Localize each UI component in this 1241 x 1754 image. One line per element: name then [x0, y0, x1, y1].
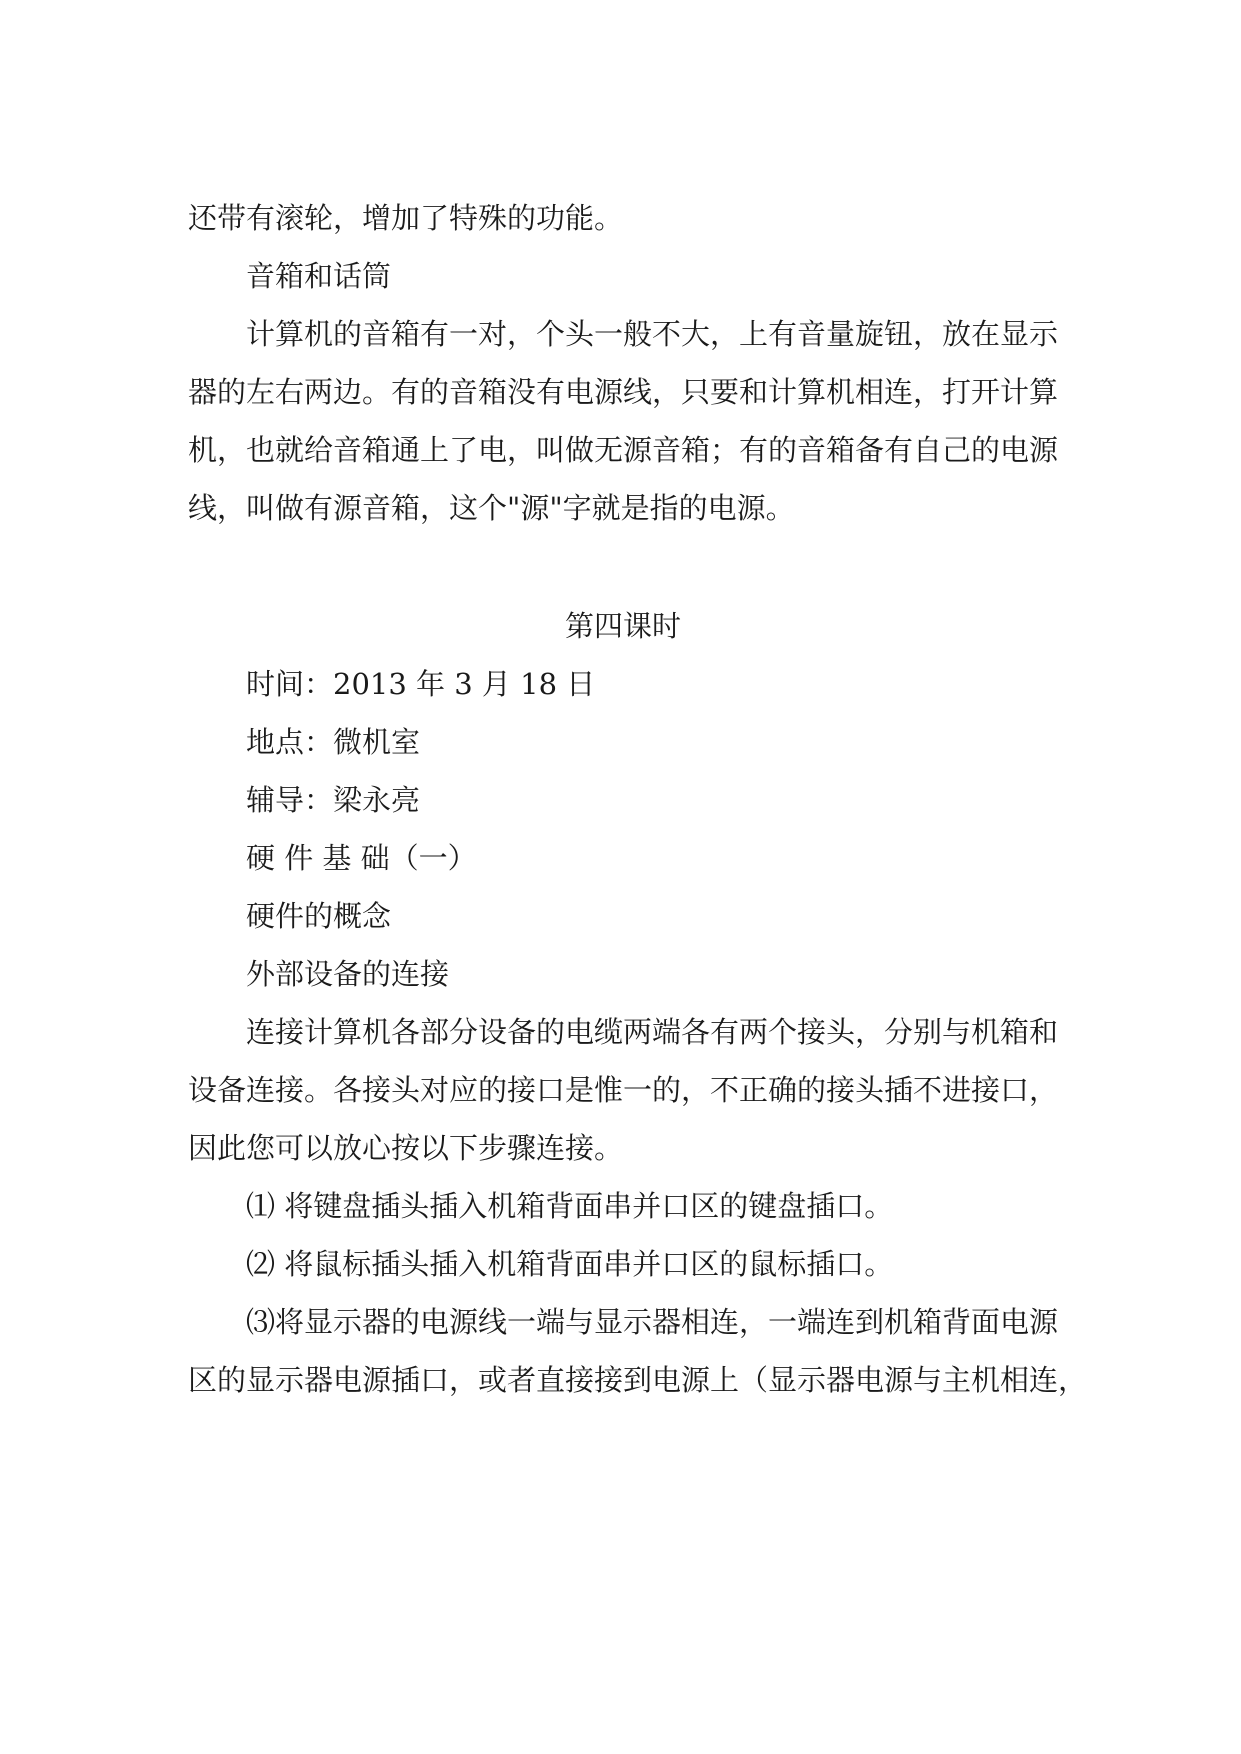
paragraph-line: 计算机的音箱有一对，个头一般不大，上有音量旋钮，放在显示 [246, 317, 1059, 351]
paragraph-line: 线，叫做有源音箱，这个"源"字就是指的电源。 [188, 491, 795, 525]
topic-heading: 硬 件 基 础（一） [246, 841, 477, 875]
concept-heading: 硬件的概念 [246, 899, 392, 933]
time-line: 时间：2013 年 3 月 18 日 [246, 667, 596, 701]
step-item: ⑶将显示器的电源线一端与显示器相连，一端连到机箱背面电源 [246, 1305, 1059, 1339]
paragraph-line: 机，也就给音箱通上了电，叫做无源音箱；有的音箱备有自己的电源 [188, 433, 1059, 467]
tutor-line: 辅导：梁永亮 [246, 783, 421, 817]
paragraph-line: 器的左右两边。有的音箱没有电源线，只要和计算机相连，打开计算 [188, 375, 1059, 409]
location-line: 地点：微机室 [246, 725, 421, 759]
paragraph-line: 还带有滚轮，增加了特殊的功能。 [188, 201, 624, 235]
paragraph-line: 设备连接。各接头对应的接口是惟一的，不正确的接头插不进接口， [188, 1073, 1059, 1107]
paragraph-line: 连接计算机各部分设备的电缆两端各有两个接头，分别与机箱和 [246, 1015, 1059, 1049]
step-item: ⑴ 将键盘插头插入机箱背面串并口区的键盘插口。 [246, 1189, 894, 1223]
connection-heading: 外部设备的连接 [246, 957, 450, 991]
lesson-title: 第四课时 [564, 609, 681, 643]
paragraph-line: 区的显示器电源插口，或者直接接到电源上（显示器电源与主机相连， [188, 1363, 1088, 1397]
step-item: ⑵ 将鼠标插头插入机箱背面串并口区的鼠标插口。 [246, 1247, 894, 1281]
section-heading: 音箱和话筒 [246, 259, 392, 293]
paragraph-line: 因此您可以放心按以下步骤连接。 [188, 1131, 624, 1165]
